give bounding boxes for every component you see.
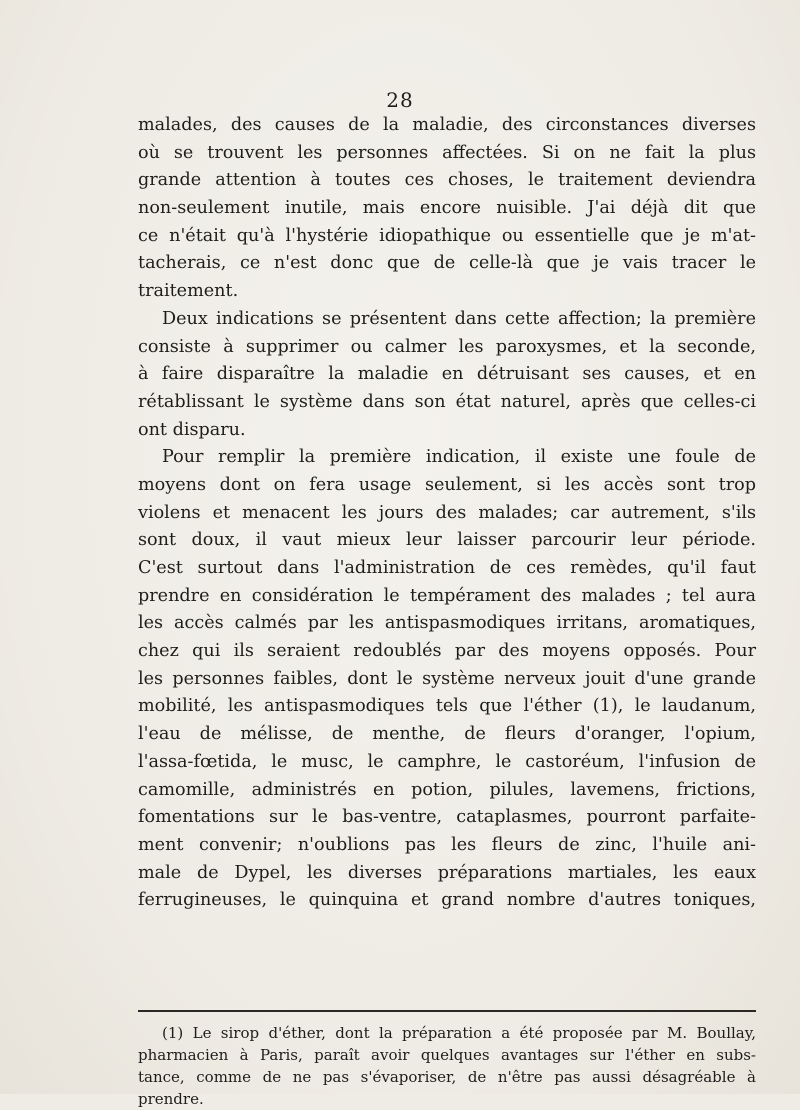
footnote-line: pharmacien à Paris, paraît avoir quelques avantages sur l'éther en subs- (138, 1046, 756, 1064)
text-line: camomille, administrés en potion, pilules, lavemens, frictions, (138, 779, 756, 800)
text-line: moyens dont on fera usage seulement, si les accès sont trop (138, 474, 756, 495)
footnote-line: tance, comme de ne pas s'évaporiser, de n'être pas aussi désagréable à (138, 1068, 756, 1086)
text-line: ferrugineuses, le quinquina et grand nombre d'autres toniques, (138, 890, 756, 911)
text-line: grande attention à toutes ces choses, le traitement deviendra (138, 170, 756, 191)
text-line: fomentations sur le bas-ventre, cataplasmes, pourront parfaite- (138, 807, 756, 828)
paragraph-1 (138, 112, 756, 306)
text-line: à faire disparaître la maladie en détruisant ses causes, et en (138, 364, 756, 385)
text-line: male de Dypel, les diverses préparations martiales, les eaux (138, 862, 756, 883)
footnote-rule (138, 1010, 756, 1012)
text-line: tacherais, ce n'est donc que de celle-là que je vais tracer le (138, 253, 756, 274)
text-line: chez qui ils seraient redoublés par des moyens opposés. Pour (138, 641, 756, 662)
text-line: ont disparu. (138, 419, 246, 440)
text-line: malades, des causes de la maladie, des circonstances diverses (138, 115, 756, 135)
paragraph-2 (138, 306, 756, 444)
footnote-line: prendre. (138, 1090, 204, 1108)
text-line: sont doux, il vaut mieux leur laisser parcourir leur période. (138, 530, 756, 551)
text-line: non-seulement inutile, mais encore nuisible. J'ai déjà dit que (138, 198, 756, 219)
page-number: 28 (386, 88, 414, 112)
text-line: prendre en considération le tempérament des malades ; tel aura (138, 585, 756, 606)
text-line: Pour remplir la première indication, il existe une foule de (162, 447, 756, 468)
text-line: traitement. (138, 281, 239, 302)
text-line: les accès calmés par les antispasmodiques irritans, aromatiques, (138, 613, 756, 634)
text-line: les personnes faibles, dont le système nerveux jouit d'une grande (138, 668, 756, 689)
text-line: C'est surtout dans l'administration de ces remèdes, qu'il faut (138, 558, 756, 578)
text-line: consiste à supprimer ou calmer les paroxysmes, et la seconde, (138, 336, 756, 357)
text-line: où se trouvent les personnes affectées. Si on ne fait la plus (138, 142, 756, 163)
text-line: ce n'était qu'à l'hystérie idiopathique ou essentielle que je m'at- (138, 225, 756, 246)
body-text (138, 112, 756, 915)
footnote (138, 1022, 756, 1110)
text-line: violens et menacent les jours des malades; car autrement, s'ils (138, 502, 756, 523)
text-line: Deux indications se présentent dans cette affection; la première (162, 308, 756, 329)
text-line: l'eau de mélisse, de menthe, de fleurs d'oranger, l'opium, (138, 724, 756, 745)
paragraph-3 (138, 444, 756, 915)
text-line: rétablissant le système dans son état naturel, après que celles-ci (138, 391, 756, 412)
footnote-line: (1) Le sirop d'éther, dont la préparation a été proposée par M. Boullay, (162, 1024, 756, 1042)
text-line: l'assa-fœtida, le musc, le camphre, le castoréum, l'infusion de (138, 751, 756, 772)
text-line: mobilité, les antispasmodiques tels que l'éther (1), le laudanum, (138, 696, 756, 717)
text-line: ment convenir; n'oublions pas les fleurs de zinc, l'huile ani- (138, 834, 756, 855)
